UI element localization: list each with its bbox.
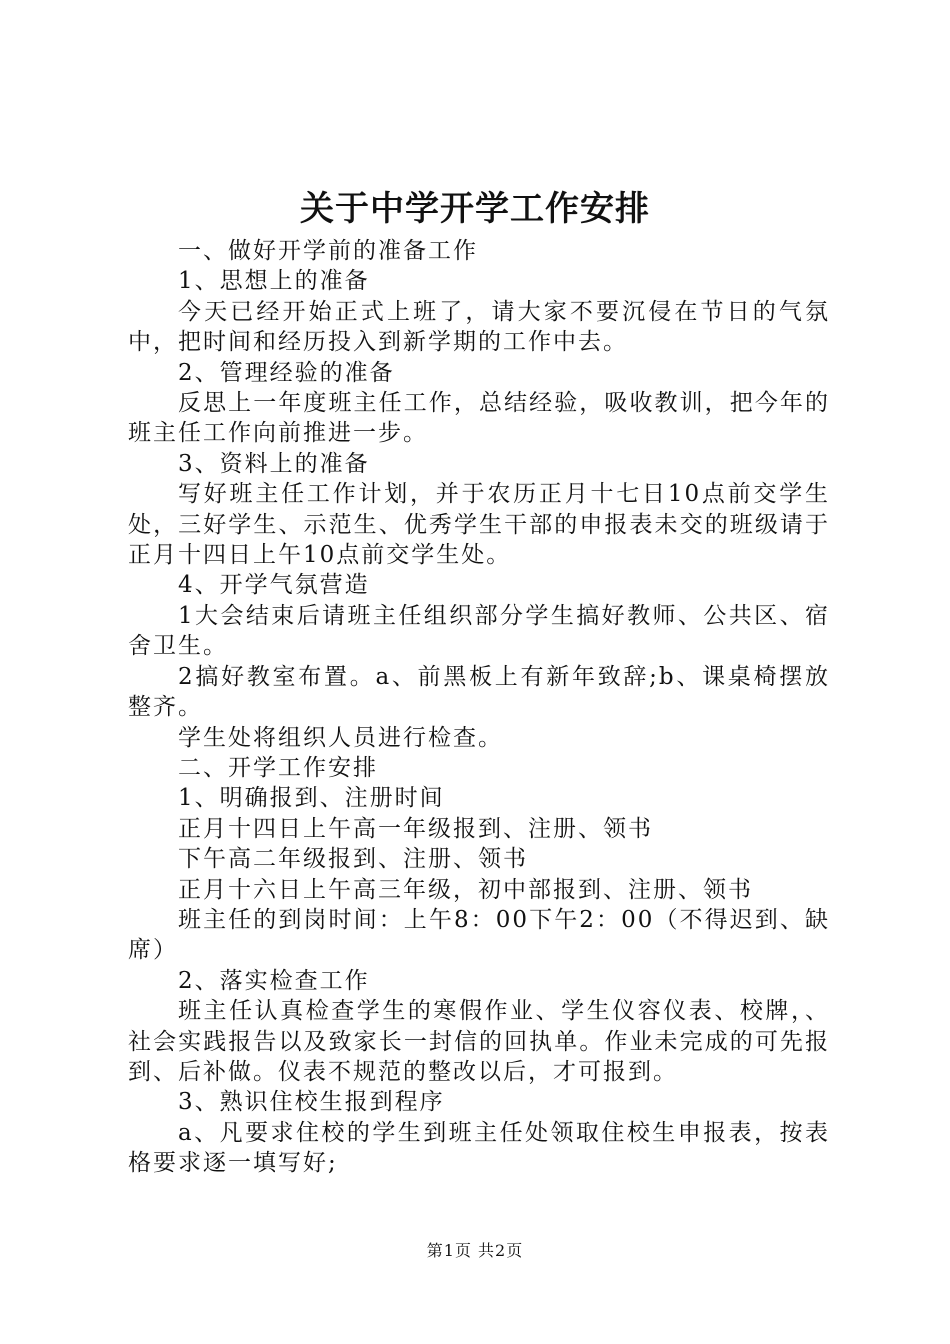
subheading-1-4: 4、开学气氛营造 — [178, 572, 370, 599]
paragraph: 反思上一年度班主任工作，总结经验，吸收教训，把今年的班主任工作向前推进一步。 — [128, 390, 830, 447]
paragraph: 下午高二年级报到、注册、领书 — [178, 846, 528, 873]
paragraph: 写好班主任工作计划，并于农历正月十七日10点前交学生处，三好学生、示范生、优秀学生干部的申报表未交的班级请于正月十四日上午10点前交学生处。 — [128, 481, 830, 569]
paragraph: 今天已经开始正式上班了，请大家不要沉侵在节日的气氛中，把时间和经历投入到新学期的工作中去。 — [128, 298, 830, 356]
page-footer: 第1页 共2页 — [426, 1241, 524, 1260]
heading-section-1: 一、做好开学前的准备工作 — [178, 238, 478, 264]
paragraph: 1大会结束后请班主任组织部分学生搞好教师、公共区、宿舍卫生。 — [128, 602, 830, 660]
document-body — [128, 236, 830, 1179]
paragraph: 班主任认真检查学生的寒假作业、学生仪容仪表、校牌，、社会实践报告以及致家长一封信的回执单。作业未完成的可先报到、后补做。仪表不规范的整改以后，才可报到。 — [128, 998, 830, 1085]
subheading-2-1: 1、明确报到、注册时间 — [178, 785, 445, 812]
subheading-1-2: 2、管理经验的准备 — [178, 359, 395, 386]
paragraph: 正月十六日上午高三年级，初中部报到、注册、领书 — [178, 876, 753, 903]
document-title: 关于中学开学工作安排 — [300, 189, 650, 229]
subheading-1-3: 3、资料上的准备 — [178, 450, 370, 477]
subheading-2-2: 2、落实检查工作 — [178, 967, 370, 994]
subheading-2-3: 3、熟识住校生报到程序 — [178, 1089, 445, 1116]
subheading-1-1: 1、思想上的准备 — [178, 268, 370, 295]
heading-section-2: 二、开学工作安排 — [178, 754, 378, 781]
paragraph: a、凡要求住校的学生到班主任处领取住校生申报表，按表格要求逐一填写好; — [128, 1119, 830, 1177]
paragraph: 学生处将组织人员进行检查。 — [178, 724, 503, 751]
paragraph: 正月十四日上午高一年级报到、注册、领书 — [178, 815, 653, 842]
paragraph: 班主任的到岗时间：上午8：00下午2：00（不得迟到、缺席） — [128, 906, 830, 964]
paragraph: 2搞好教室布置。a、前黑板上有新年致辞;b、课桌椅摆放整齐。 — [128, 663, 830, 721]
